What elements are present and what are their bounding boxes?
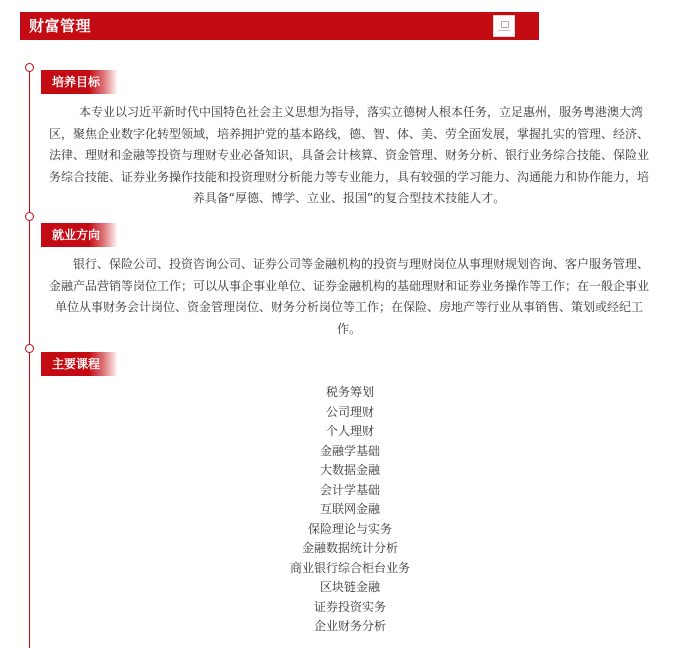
list-item: 公司理财 bbox=[325, 404, 374, 419]
list-item: 个人理财 bbox=[325, 424, 374, 438]
list-item: 金融数据统计分析 bbox=[301, 541, 398, 555]
list-item: 商业银行综合柜台业务 bbox=[289, 560, 410, 575]
section-tag-goals bbox=[41, 70, 118, 94]
list-item: 保险理论与实务 bbox=[307, 521, 392, 536]
list-item: 互联网金融 bbox=[319, 502, 380, 516]
section-label-employment: 就业方向 bbox=[52, 228, 101, 242]
list-item: 企业财务分析 bbox=[313, 619, 386, 633]
list-item: 区块链金融 bbox=[319, 580, 380, 594]
timeline-dot-top bbox=[25, 63, 34, 72]
list-item: 大数据金融 bbox=[319, 463, 380, 477]
school-logo-icon bbox=[493, 15, 515, 37]
section-tag-employment bbox=[41, 223, 118, 247]
timeline-line bbox=[29, 70, 30, 648]
list-item: 金融学基础 bbox=[319, 443, 380, 458]
section-label-courses: 主要课程 bbox=[52, 357, 101, 371]
list-item: 税务筹划 bbox=[325, 385, 374, 399]
list-item: 会计学基础 bbox=[319, 482, 380, 497]
goals-paragraph: 本专业以习近平新时代中国特色社会主义思想为指导，落实立德树人根本任务，立足惠州，服务粤港澳大湾区，聚焦企业数字化转型领域，培养拥护党的基本路线，德、智、体、美、劳全面发展，掌握扎实的管理、经济、法律、理财和金融等投资与理财专业必备知识，具备会计核算、资金管理、财务分析、银行业务综合技能、保险业务综合技能、证券业务操作技能和投资理财分析能力等专业能力，具有较强的学习能力、沟通能力和协作能力，培养具备“厚德、博学、立业、报国”的复合型技术技能人才。 bbox=[48, 105, 649, 205]
course-list bbox=[200, 383, 500, 637]
logo-mark bbox=[501, 21, 509, 28]
page-title: 财富管理 bbox=[29, 17, 92, 35]
section-label-goals: 培养目标 bbox=[52, 75, 101, 89]
timeline-dot-employment bbox=[25, 212, 34, 221]
employment-paragraph: 银行、保险公司、投资咨询公司、证券公司等金融机构的投资与理财岗位从事理财规划咨询、客户服务管理、金融产品营销等岗位工作；可以从事企事业单位、证券金融机构的基础理财和证券业务操作等工作；在一般企事业单位从事财务会计岗位、资金管理岗位、财务分析岗位等工作；在保险、房地产等行业从事销售、策划或经纪工作。 bbox=[48, 257, 649, 336]
timeline-dot-courses bbox=[25, 344, 34, 353]
header-bar bbox=[20, 12, 539, 40]
logo-line bbox=[498, 30, 510, 31]
list-item: 证券投资实务 bbox=[313, 599, 386, 614]
section-tag-courses bbox=[41, 352, 118, 376]
